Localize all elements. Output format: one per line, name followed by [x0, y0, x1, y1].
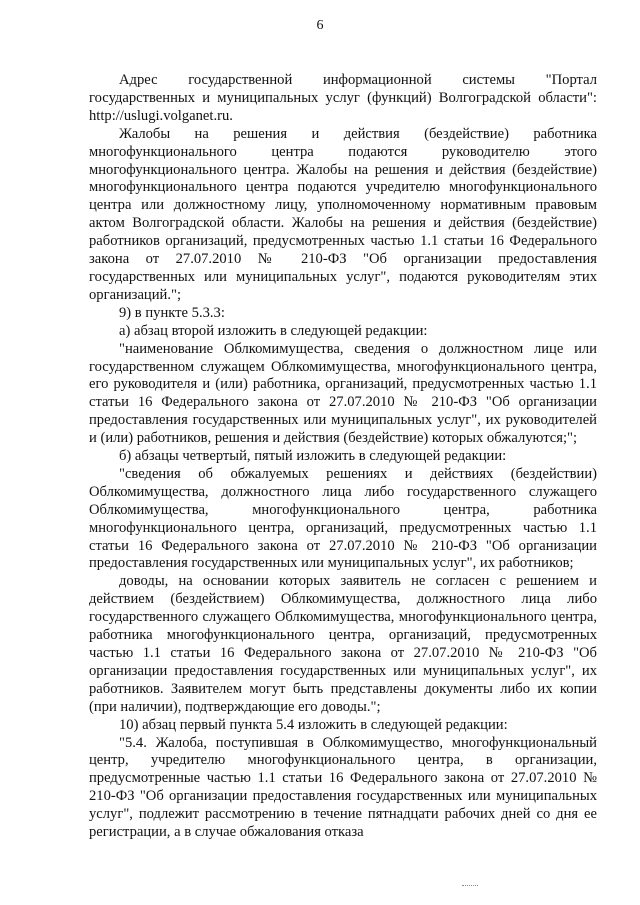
paragraph-5-4: "5.4. Жалоба, поступившая в Облкомимущество, многофункциональный центр, учредителю многофункционального центра, в организации, предусмотренные частью 1.1 статьи 16 Федерального закона от 27.07.2010 № 210-ФЗ "Об организации предоставления государственных или муниципальных услуг", подлежит рассмотрению в течение пятнадцати рабочих дней со дня ее регистрации, а в случае обжалования отказа [89, 734, 597, 841]
paragraph-item-9: 9) в пункте 5.3.3: [119, 304, 225, 321]
paragraph-appealed-decisions: "сведения об обжалуемых решениях и действиях (бездействии) Облкомимущества, должностного лица либо государственного служащего Облкомимущества, многофункционального центра, работника многофункционального центра, организаций, предусмотренных частью 1.1 статьи 16 Федерального закона от 27.07.2010 № 210-ФЗ "Об организации предоставления государственных или муниципальных услуг", их работников; [89, 465, 597, 572]
paragraph-item-9b: б) абзацы четвертый, пятый изложить в следующей редакции: [119, 448, 507, 465]
scan-mark [462, 882, 478, 886]
paragraph-complaints-mfc: Жалобы на решения и действия (бездействие) работника многофункционального центра подаются руководителю этого многофункционального центра. Жалобы на решения и действия (бездействие) многофункционального центра подаются учредителю многофункционального центра или должностному лицу, уполномоченному нормативным правовым актом Волгоградской области. Жалобы на решения и действия (бездействие) работников организаций, предусмотренных частью 1.1 статьи 16 Федерального закона от 27.07.2010 № 210-ФЗ "Об организации предоставления государственных или муниципальных услуг", подаются руководителям этих организаций."; [89, 125, 597, 303]
paragraph-item-10: 10) абзац первый пункта 5.4 изложить в следующей редакции: [119, 716, 508, 733]
paragraph-arguments: доводы, на основании которых заявитель не согласен с решением и действием (бездействием) Облкомимущества, должностного лица либо государственного служащего Облкомимущества, многофункционального центра, работника многофункционального центра, организаций, предусмотренных частью 1.1 статьи 16 Федерального закона от 27.07.2010 № 210-ФЗ "Об организации предоставления государственных или муниципальных услуг", их работников. Заявителем могут быть представлены документы либо их копии (при наличии), подтверждающие его доводы."; [89, 573, 597, 715]
paragraph-name-info: "наименование Облкомимущества, сведения о должностном лице или государственном служащем Облкомимущества, многофункционального центра, его руководителя и (или) работника, организаций, предусмотренных частью 1.1 статьи 16 Федерального закона от 27.07.2010 № 210-ФЗ "Об организации предоставления государственных или муниципальных услуг", их руководителей и (или) работников, решения и действия (бездействие) которых обжалуются;"; [89, 340, 597, 447]
page-number: 6 [316, 18, 324, 33]
document-body [89, 72, 597, 842]
paragraph-item-9a: а) абзац второй изложить в следующей редакции: [119, 322, 428, 339]
paragraph-portal-address: Адрес государственной информационной системы "Портал государственных и муниципальных услуг (функций) Волгоградской области": http://uslugi.volganet.ru. [89, 72, 597, 124]
